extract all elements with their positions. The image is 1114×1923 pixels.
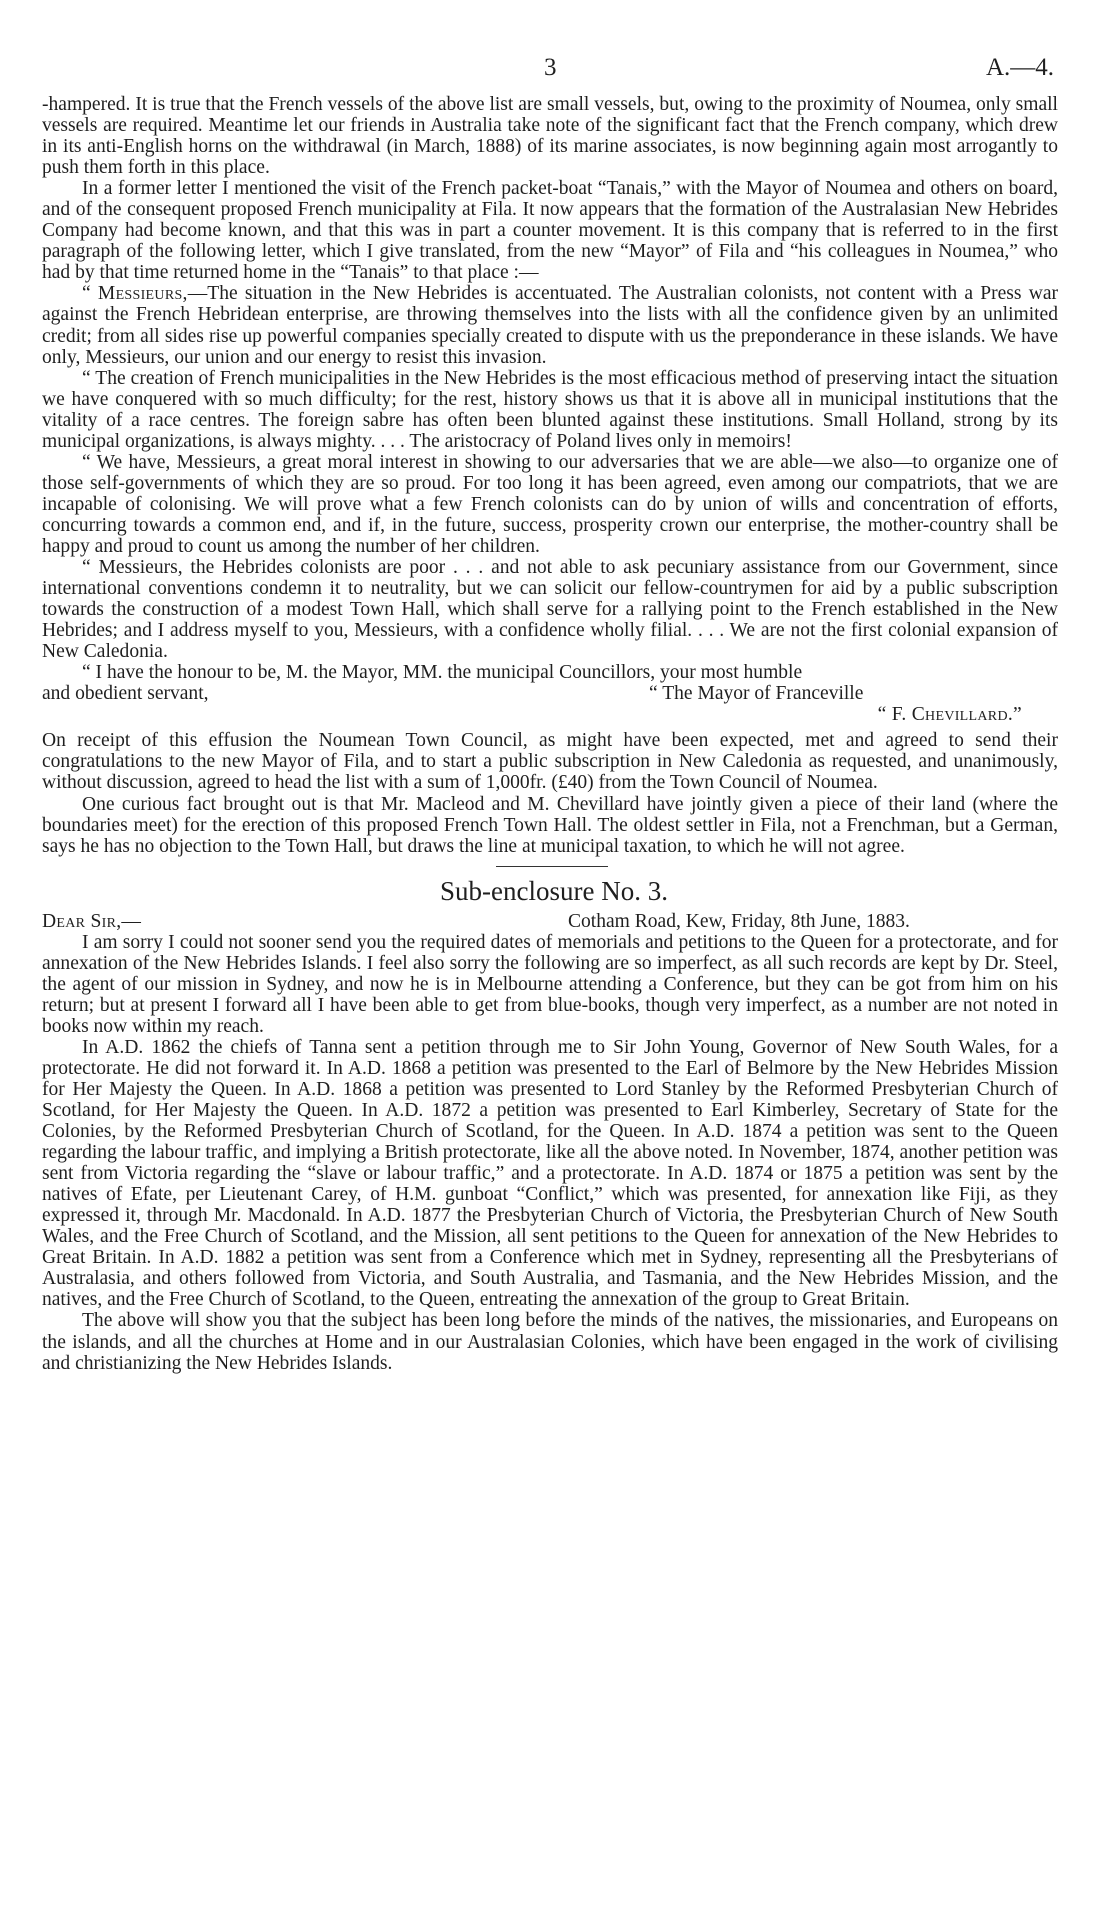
page-header (42, 54, 1058, 94)
quote-paragraph-1 (42, 283, 1058, 367)
quote-open-mark: “ (82, 283, 98, 305)
quote-paragraph-4: “ Messieurs, the Hebrides colonists are poor . . . and not able to ask pecuniary assistance from our Government, since international conventions condemn it to neutrality, but we can solicit our fellow-countrymen for aid by a public subscription towards the construction of a modest Town Hall, which shall serve for a rallying point to the French established in the New Hebrides; and I address myself to you, Messieurs, with a confidence wholly filial. . . . We are not the first colonial expansion of New Caledonia. (42, 557, 1058, 663)
quote-salutation: Messieurs, (97, 283, 188, 305)
quote-closing-row (42, 683, 1058, 704)
document-reference: A.—4. (985, 54, 1054, 81)
quote-paragraph-2: “ The creation of French municipalities in the New Hebrides is the most efficacious method of preserving intact the situation we have conquered with so much difficulty; for the rest, history shows us that it is above all in municipal institutions that the vitality of a race centres. The foreign sabre has often been blunted against these institutions. Small Holland, strong by its municipal organizations, is always mighty. . . . The aristocracy of Poland lives only in memoirs! (42, 367, 1058, 452)
letter-paragraph-1: I am sorry I could not sooner send you the required dates of memorials and petitions to the Queen for a protectorate, and for annexation of the New Hebrides Islands. I feel also sorry the following are so imperfect, as all such records are kept by Dr. Steel, the agent of our mission in Sydney, and now he is in Melbourne attending a Conference, but they can be got from him on his return; but at present I forward all I have been able to get from blue-books, though very imperfect, as a number are not noted in books now within my reach. (42, 931, 1058, 1037)
paragraph-tanais-visit: In a former letter I mentioned the visit of the French packet-boat “Tanais,” with the Mayor of Noumea and others on board, and of the consequent proposed French municipality at Fila. It now appears that the formation of the Australasian New Hebrides Company had become known, and that this was in part a counter movement. It is this company that is referred to in the first paragraph of the following letter, which I give translated, from the new “Mayor” of Fila and “his colleagues in Noumea,” who had by that time returned home in the “Tanais” to that place :— (42, 178, 1058, 284)
paragraph-continuation: -hampered. It is true that the French vessels of the above list are small vessels, but, owing to the proximity of Noumea, only small vessels are required. Meantime let our friends in Australia take note of the significant fact that the French company, which drew in its anti-English horns on the withdrawal (in March, 1888) of its marine associates, is now beginning again most arrogantly to push them forth in this place. (42, 94, 1058, 179)
letter-paragraph-3: The above will show you that the subject has been long before the minds of the natives, the missionaries, and Europeans on the islands, and all the churches at Home and in our Australasian Colonies, which have been engaged in the work of civilising and christianizing the New Hebrides Islands. (42, 1310, 1058, 1374)
sub-enclosure-heading: Sub-enclosure No. 3. (440, 875, 668, 906)
quote-closing-servant: and obedient servant, (42, 683, 209, 705)
letter-address-date: Cotham Road, Kew, Friday, 8th June, 1883. (568, 910, 910, 932)
document-page (42, 54, 1058, 1374)
section-divider (496, 866, 608, 867)
letter-head-row (42, 911, 1058, 932)
letter-salutation: Dear Sir,— (42, 910, 142, 932)
quote-paragraph-3: “ We have, Messieurs, a great moral interest in showing to our adversaries that we are able—we also—to organize one of those self-governments of which they are so proud. For too long it has been agreed, even among our compatriots, that we are incapable of colonising. We will prove what a few French colonists can do by union of wills and concentration of efforts, concurring towards a common end, and if, in the future, success, prosperity crown our enterprise, the mother-country shall be happy and proud to count us among the number of her children. (42, 451, 1058, 557)
quote-signature: “ F. Chevillard.” (877, 704, 1022, 726)
paragraph-noumean-council: On receipt of this effusion the Noumean Town Council, as might have been expected, met and agreed to send their congratulations to the new Mayor of Fila, and to start a public subscription in New Caledonia as requested, and unanimously, without discussion, agreed to head the list with a sum of 1,000fr. (£40) from the Town Council of Noumea. (42, 730, 1058, 794)
quote-paragraph-1-text: —The situation in the New Hebrides is accentuated. The Australian colonists, not content with a Press war against the French Hebridean enterprise, are throwing themselves into the lists with all the confidence given by an unlimited credit; from all sides rise up powerful companies specially created to dispute with us the preponderance in these islands. We have only, Messieurs, our union and our energy to resist this invasion. (42, 283, 1058, 368)
paragraph-town-hall-land: One curious fact brought out is that Mr. Macleod and M. Chevillard have jointly given a piece of their land (where the boundaries meet) for the erection of this proposed French Town Hall. The oldest settler in Fila, not a Frenchman, but a German, says he has no objection to the Town Hall, but draws the line at municipal taxation, to which he will not agree. (42, 793, 1058, 857)
page-number: 3 (544, 54, 557, 81)
letter-paragraph-2: In A.D. 1862 the chiefs of Tanna sent a petition through me to Sir John Young, Governor of New South Wales, for a protectorate. He did not forward it. In A.D. 1868 a petition was presented to the Earl of Belmore by the New Hebrides Mission for Her Majesty the Queen. In A.D. 1868 a petition was presented to Lord Stanley by the Reformed Presbyterian Church of Scotland, for Her Majesty the Queen. In A.D. 1872 a petition was presented to Earl Kimberley, Secretary of State for the Colonies, by the Reformed Presbyterian Church of Scotland, for the Queen. In A.D. 1874 a petition was sent to the Queen regarding the labour traffic, and implying a British protectorate, like all the above noted. In November, 1874, another petition was sent from Victoria regarding the “slave or labour traffic,” and a protectorate. In A.D. 1874 or 1875 a petition was sent by the natives of Efate, per Lieutenant Carey, of H.M. gunboat “Conflict,” which was presented, for annexation like Fiji, as they expressed it, through Mr. Macdonald. In A.D. 1877 the Presbyterian Church of Victoria, the Presbyterian Church of New South Wales, and the Free Church of Scotland, and the Mission, all sent petitions to the Queen for annexation of the New Hebrides to Great Britain. In A.D. 1882 a petition was sent from a Conference which met in Sydney, representing all the Presbyterians of Australasia, and others followed from Victoria, and South Australia, and Tasmania, and the New Hebrides Mission, and the natives, and the Free Church of Scotland, to the Queen, entreating the annexation of the group to Great Britain. (42, 1036, 1058, 1311)
quote-closing: “ I have the honour to be, M. the Mayor, MM. the municipal Councillors, your most humble (82, 662, 803, 684)
quote-closing-mayor-title: “ The Mayor of Franceville (649, 683, 864, 705)
